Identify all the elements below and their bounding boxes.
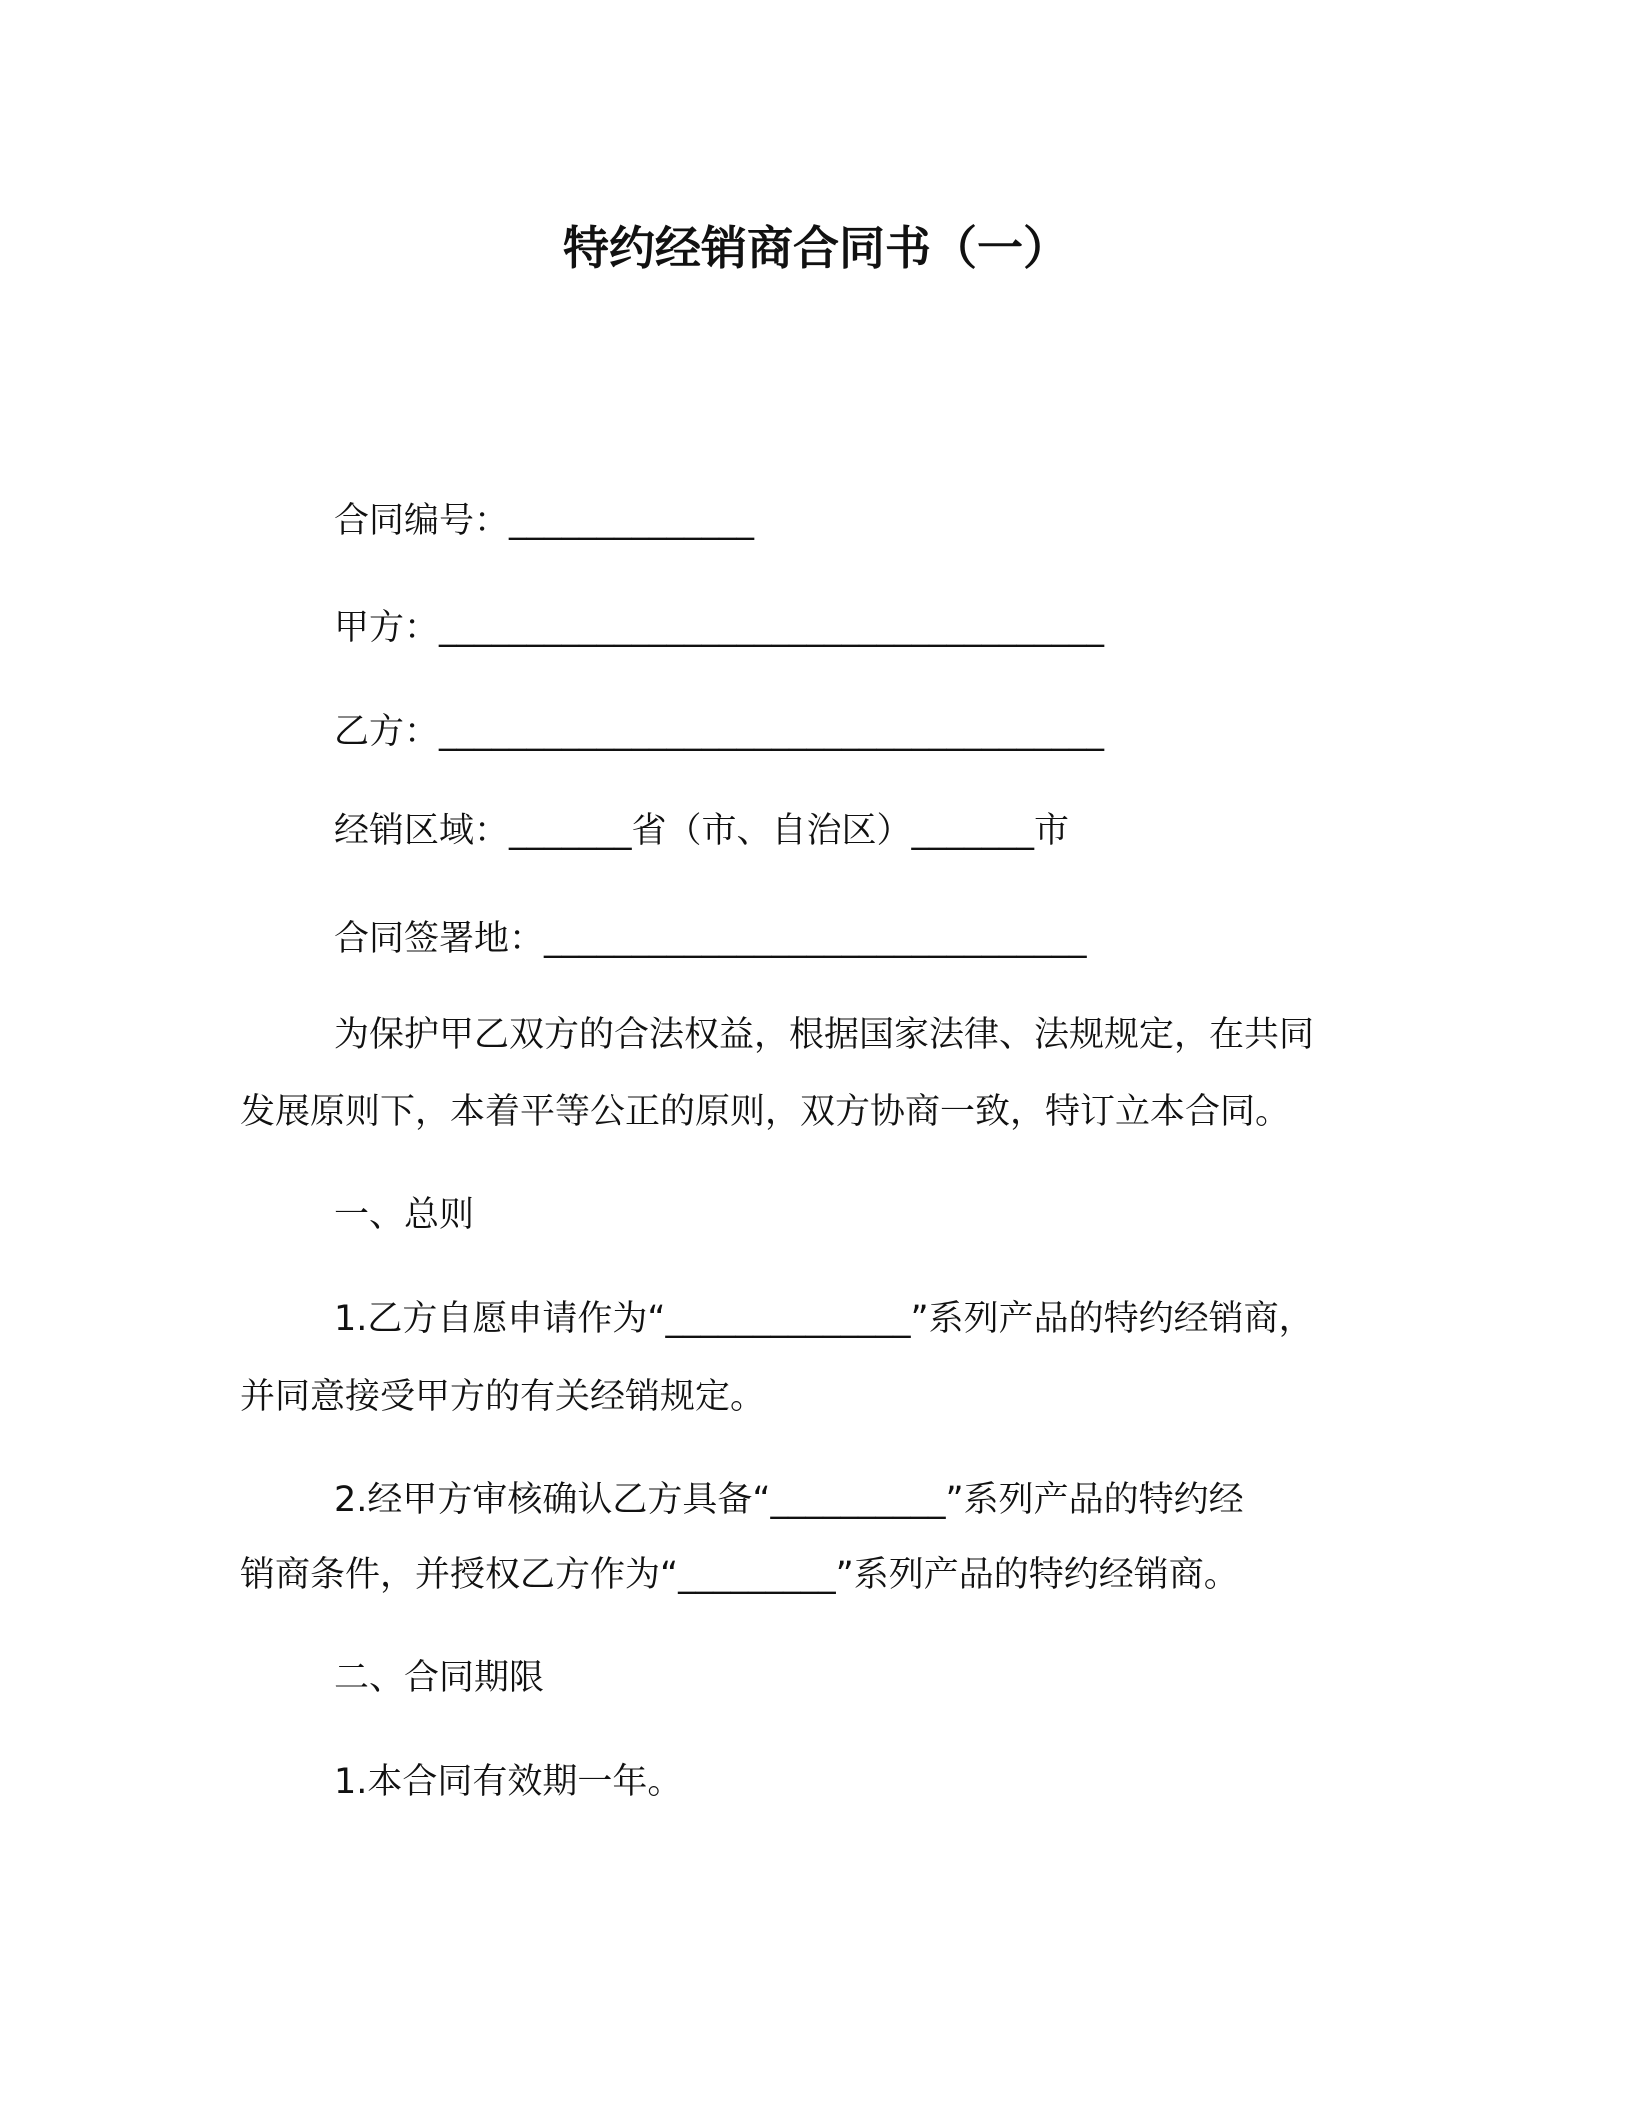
preamble-line-2: 发展原则下，本着平等公正的原则，双方协商一致，特订立本合同。 — [240, 1092, 1291, 1132]
party-a-field: 甲方：______________________________________ — [334, 608, 1105, 648]
section-1-item-1-line-2: 并同意接受甲方的有关经销规定。 — [240, 1377, 766, 1417]
sales-region-field: 经销区域：_______省（市、自治区）_______市 — [334, 811, 1070, 851]
party-b-field: 乙方：______________________________________ — [334, 712, 1105, 752]
section-1-heading: 一、总则 — [334, 1195, 475, 1235]
section-2-heading: 二、合同期限 — [334, 1658, 545, 1698]
section-1-item-2-line-1: 2.经甲方审核确认乙方具备“__________”系列产品的特约经 — [334, 1480, 1244, 1520]
contract-number-field: 合同编号：______________ — [334, 501, 755, 541]
section-1-item-2-line-2: 销商条件，并授权乙方作为“_________”系列产品的特约经销商。 — [240, 1555, 1239, 1595]
preamble-line-1: 为保护甲乙双方的合法权益，根据国家法律、法规规定，在共同 — [334, 1015, 1315, 1055]
section-2-item-1: 1.本合同有效期一年。 — [334, 1762, 683, 1802]
document-title: 特约经销商合同书（一） — [563, 221, 1069, 275]
section-1-item-1-line-1: 1.乙方自愿申请作为“______________”系列产品的特约经销商， — [334, 1299, 1314, 1339]
signing-place-field: 合同签署地：_______________________________ — [334, 919, 1087, 959]
